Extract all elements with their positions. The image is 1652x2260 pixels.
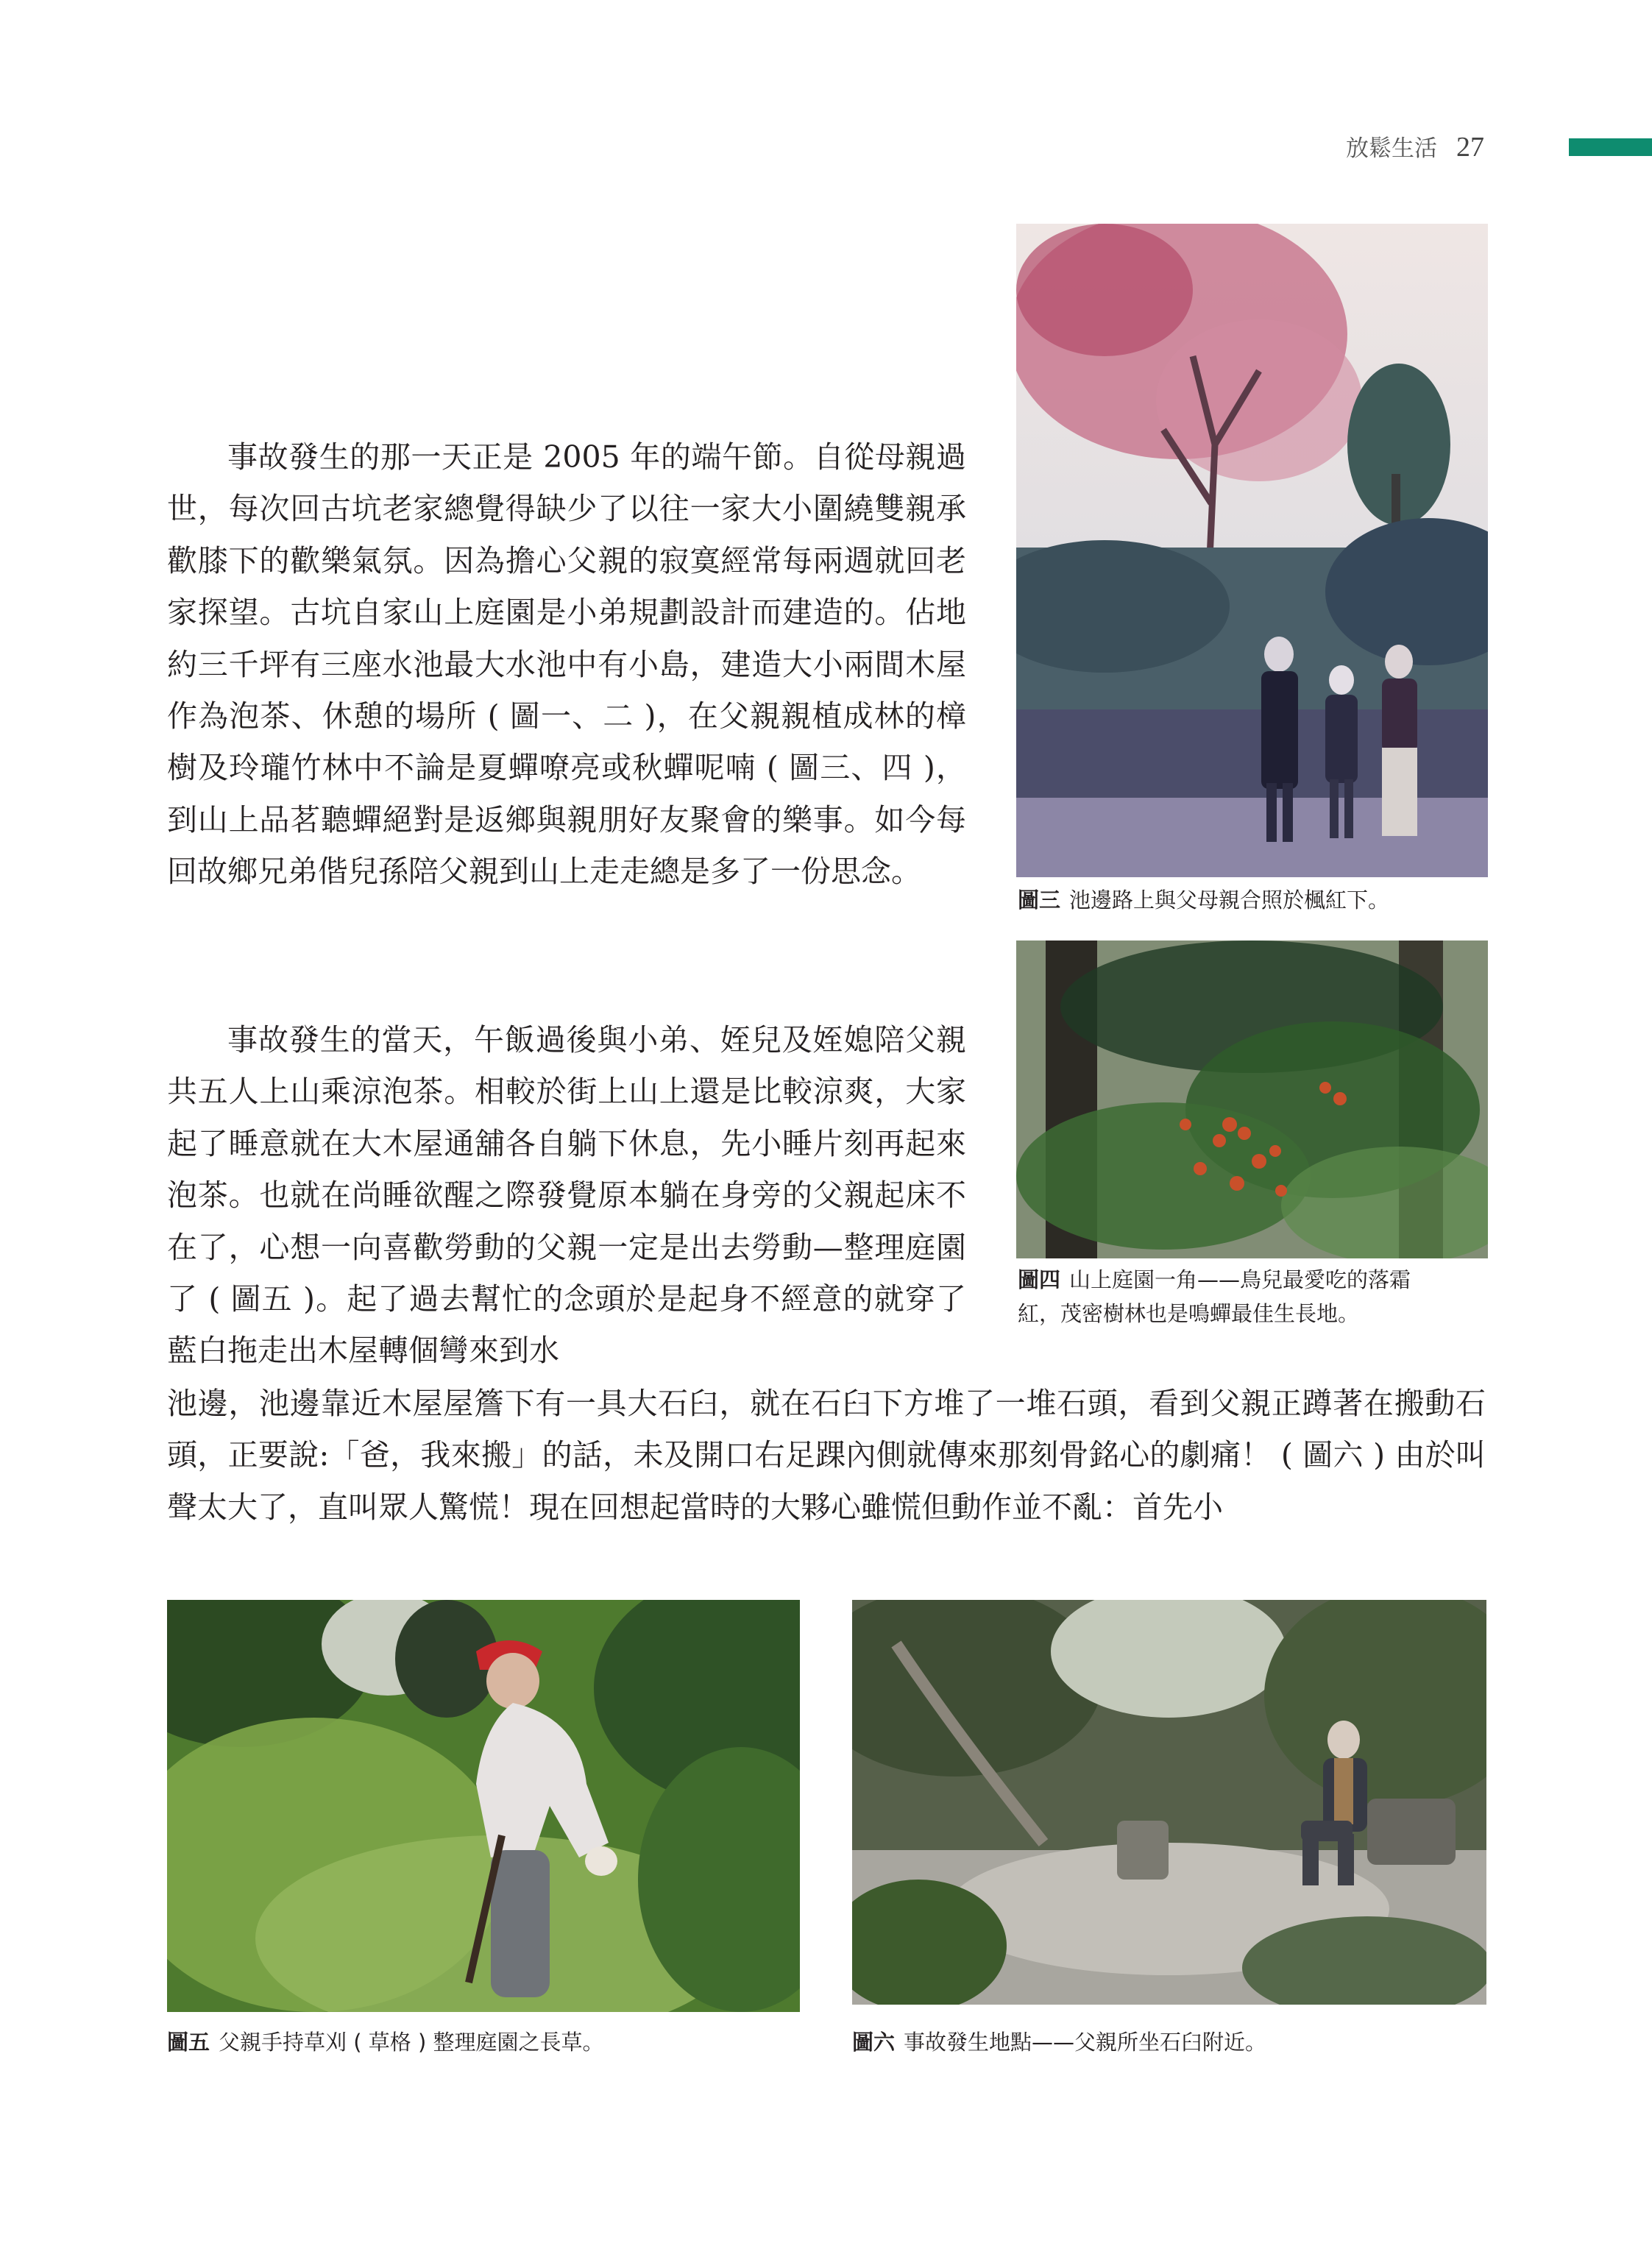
figure-5-label: 圖五 — [167, 2030, 210, 2055]
section-title: 放鬆生活 — [1346, 135, 1437, 162]
paragraph-1-text: 事故發生的那一天正是 2005 年的端午節。自從母親過世，每次回古坑老家總覺得缺少了以往一家大小圍繞雙親承歡膝下的歡樂氣氛。因為擔心父親的寂寞經常每兩週就回老家探望。古坑自家山上庭園是小弟規劃設計而建造的。佔地約三千坪有三座水池最大水池中有小島，建造大小兩間木屋作為泡茶、休憩的場所 ( 圖一、二 )，在父親親植成林的樟樹及玲瓏竹林中不論是夏蟬嘹亮或秋蟬呢喃 ( 圖三、四 )，到山上品茗聽蟬絕對是返鄉與親朋好友聚會的樂事。如今每回故鄉兄弟偕兒孫陪父親到山上走走總是多了一份思念。 — [167, 439, 966, 890]
figure-6-label: 圖六 — [852, 2030, 896, 2055]
figure-4-caption-line1: 山上庭園一角——鳥兒最愛吃的落霜 — [1069, 1267, 1411, 1292]
accent-tab — [1569, 138, 1652, 156]
figure-6-caption-text: 事故發生地點——父親所坐石臼附近。 — [904, 2030, 1267, 2055]
figure-6-caption — [852, 2025, 1266, 2059]
figure-4-label: 圖四 — [1018, 1267, 1061, 1292]
paragraph-2-text-part1: 事故發生的當天，午飯過後與小弟、姪兒及姪媳陪父親共五人上山乘涼泡茶。相較於街上山上還是比較涼爽，大家起了睡意就在大木屋通舖各自躺下休息，先小睡片刻再起來泡茶。也就在尚睡欲醒之際發覺原本躺在身旁的父親起床不在了，心想一向喜歡勞動的父親一定是出去勞動—整理庭園了 ( 圖五 )。起了過去幫忙的念頭於是起身不經意的就穿了藍白拖走出木屋轉個彎來到水 — [167, 1022, 966, 1369]
figure-3-label: 圖三 — [1018, 888, 1061, 913]
body-paragraph-1 — [167, 431, 966, 898]
figure-4-caption-line2: 紅，茂密樹林也是鳴蟬最佳生長地。 — [1018, 1301, 1360, 1326]
figure-4-photo — [1016, 941, 1488, 1258]
figure-3-caption-text: 池邊路上與父母親合照於楓紅下。 — [1069, 888, 1390, 913]
figure-5-caption-text: 父親手持草刈 ( 草格 ) 整理庭園之長草。 — [219, 2030, 604, 2055]
figure-5-photo — [167, 1600, 800, 2012]
figure-3-photo — [1016, 224, 1488, 877]
page-number: 27 — [1456, 132, 1484, 163]
figure-3-caption — [1018, 883, 1389, 917]
figure-4-caption — [1018, 1263, 1411, 1331]
running-header — [1346, 130, 1484, 163]
body-paragraph-2-part2 — [167, 1378, 1486, 1533]
figure-5-caption — [167, 2025, 604, 2059]
paragraph-2-text-part2: 池邊，池邊靠近木屋屋簷下有一具大石臼，就在石臼下方堆了一堆石頭，看到父親正蹲著在搬動石頭，正要說:「爸，我來搬」的話，未及開口右足踝內側就傳來那刻骨銘心的劇痛！ ( 圖六 ) 由於叫聲太大了，直叫眾人驚慌！現在回想起當時的大夥心雖慌但動作並不亂：首先小 — [167, 1386, 1486, 1525]
figure-6-photo — [852, 1600, 1486, 2005]
body-paragraph-2-part1 — [167, 1014, 966, 1377]
